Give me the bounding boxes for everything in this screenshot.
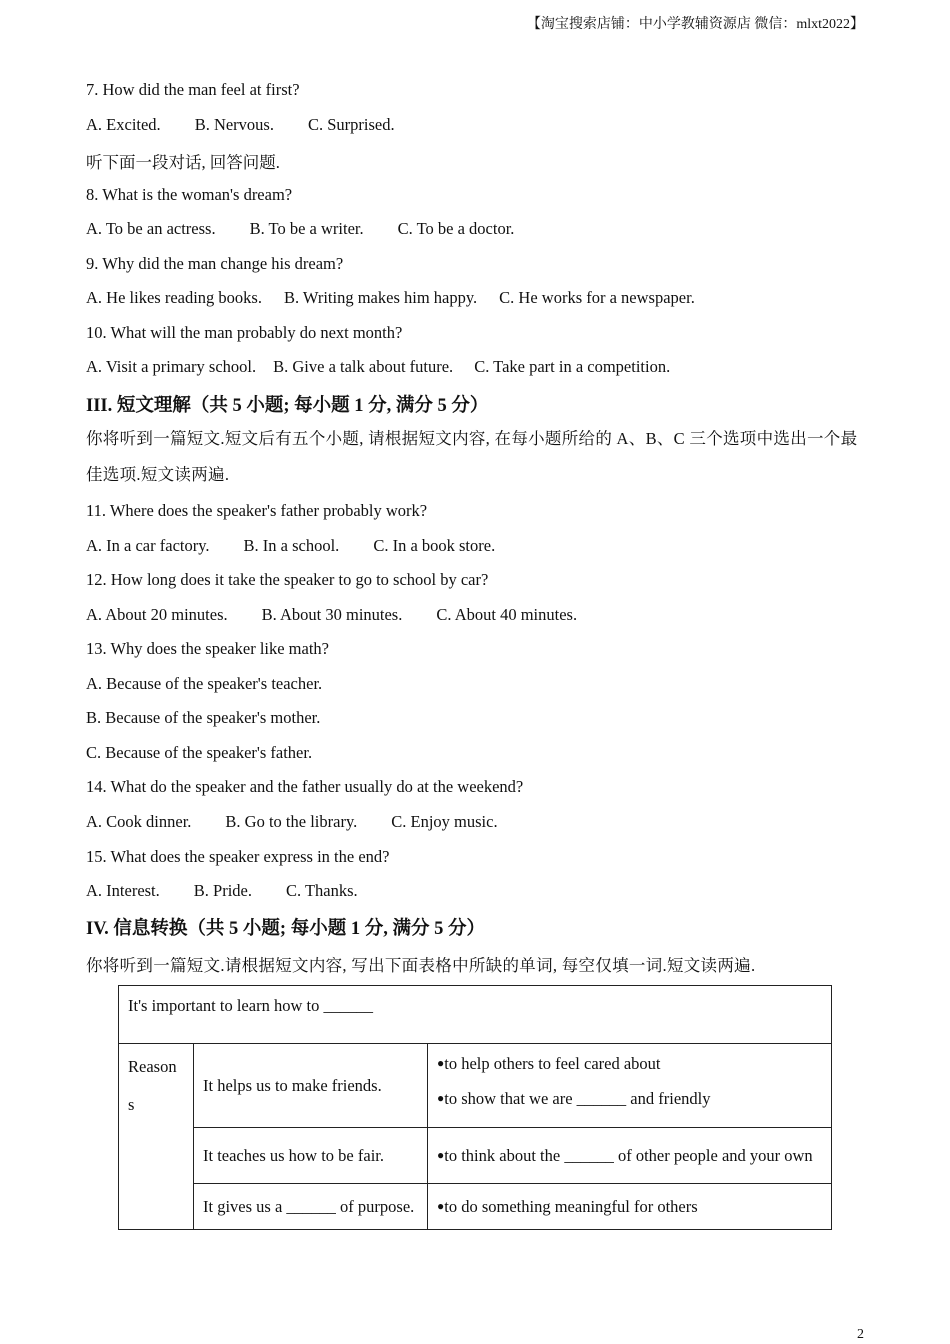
question-13-option-b: B. Because of the speaker's mother.: [86, 708, 321, 727]
reasons-label-cell: [119, 1044, 194, 1230]
question-15: 15. What does the speaker express in the end?: [86, 847, 390, 866]
detail-line: [437, 1046, 822, 1081]
option-b: B. About 30 minutes.: [261, 605, 403, 624]
option-b: B. Writing makes him happy.: [283, 288, 478, 307]
reason-cell: It helps us to make friends.: [194, 1044, 428, 1128]
option-b: B. In a school.: [243, 536, 340, 555]
question-12-options: [86, 605, 577, 625]
reasons-label: Reason: [128, 1057, 177, 1076]
option-c: C. Enjoy music.: [391, 812, 498, 831]
option-a: A. He likes reading books.: [86, 288, 262, 307]
option-a: A. Visit a primary school.: [86, 357, 257, 376]
section-4-heading: IV. 信息转换（共 5 小题; 每小题 1 分, 满分 5 分）: [86, 919, 485, 939]
table-row: [119, 1128, 832, 1184]
question-13-option-c: C. Because of the speaker's father.: [86, 743, 313, 762]
question-8: 8. What is the woman's dream?: [86, 185, 293, 204]
question-12: 12. How long does it take the speaker to go to school by car?: [86, 570, 489, 589]
option-a: A. To be an actress.: [86, 219, 216, 238]
question-7-options: [86, 115, 395, 135]
detail-text: to think about the ______ of other people and your own: [444, 1145, 813, 1165]
question-11: 11. Where does the speaker's father probably work?: [86, 501, 428, 520]
table-row: [119, 1044, 832, 1128]
option-b: B. Go to the library.: [225, 812, 358, 831]
detail-cell: [428, 1184, 832, 1230]
detail-text: to show that we are ______ and friendly: [444, 1089, 711, 1108]
option-a: A. In a car factory.: [86, 536, 210, 555]
option-b: B. Give a talk about future.: [273, 357, 454, 376]
detail-text: to do something meaningful for others: [444, 1196, 698, 1216]
bullet-icon: ●: [437, 1056, 445, 1070]
option-a: A. About 20 minutes.: [86, 605, 228, 624]
option-b: B. Nervous.: [194, 115, 274, 134]
reason-cell: It gives us a ______ of purpose.: [194, 1184, 428, 1230]
question-9: 9. Why did the man change his dream?: [86, 254, 344, 273]
question-13-option-a: A. Because of the speaker's teacher.: [86, 674, 323, 693]
option-c: C. To be a doctor.: [397, 219, 515, 238]
bullet-icon: ●: [437, 1147, 445, 1162]
detail-cell: [428, 1128, 832, 1184]
table-row: [119, 1184, 832, 1230]
option-c: C. Take part in a competition.: [474, 357, 671, 376]
section-3-heading: III. 短文理解（共 5 小题; 每小题 1 分, 满分 5 分）: [86, 396, 489, 416]
option-c: C. He works for a newspaper.: [499, 288, 695, 307]
bullet-icon: ●: [437, 1198, 445, 1213]
question-14: 14. What do the speaker and the father usually do at the weekend?: [86, 777, 524, 796]
question-15-options: [86, 881, 358, 901]
table-title-cell: It's important to learn how to ______: [119, 986, 832, 1044]
option-c: C. About 40 minutes.: [436, 605, 578, 624]
question-10: 10. What will the man probably do next month?: [86, 323, 403, 342]
option-b: B. Pride.: [193, 881, 252, 900]
option-c: C. Thanks.: [286, 881, 358, 900]
option-c: C. In a book store.: [373, 536, 496, 555]
detail-text: to help others to feel cared about: [444, 1054, 661, 1073]
question-14-options: [86, 812, 498, 832]
section-3-instruction: 你将听到一篇短文.短文后有五个小题, 请根据短文内容, 在每小题所给的 A、B、C 三个选项中选出一个最佳选项.短文读两遍.: [86, 429, 858, 484]
section-4-instruction: 你将听到一篇短文.请根据短文内容, 写出下面表格中所缺的单词, 每空仅填一词.短文读两遍.: [86, 956, 756, 975]
option-c: C. Surprised.: [307, 115, 395, 134]
question-9-options: [86, 288, 695, 308]
option-b: B. To be a writer.: [249, 219, 364, 238]
bullet-icon: ●: [437, 1091, 445, 1105]
question-7: 7. How did the man feel at first?: [86, 80, 300, 99]
page-number: 2: [857, 1327, 864, 1342]
question-13: 13. Why does the speaker like math?: [86, 639, 329, 658]
option-a: A. Interest.: [86, 881, 160, 900]
reasons-label-wrap: s: [128, 1095, 135, 1114]
information-table: [118, 985, 832, 1230]
reason-cell: It teaches us how to be fair.: [194, 1128, 428, 1184]
option-a: A. Excited.: [86, 115, 161, 134]
question-10-options: [86, 357, 670, 377]
question-8-options: [86, 219, 514, 239]
detail-line: [437, 1081, 822, 1116]
page-header: 【淘宝搜索店铺：中小学教辅资源店 微信：mlxt2022】: [526, 17, 864, 32]
option-a: A. Cook dinner.: [86, 812, 192, 831]
detail-cell: [428, 1044, 832, 1128]
question-11-options: [86, 536, 495, 556]
dialogue-instruction: 听下面一段对话, 回答问题.: [86, 153, 280, 172]
